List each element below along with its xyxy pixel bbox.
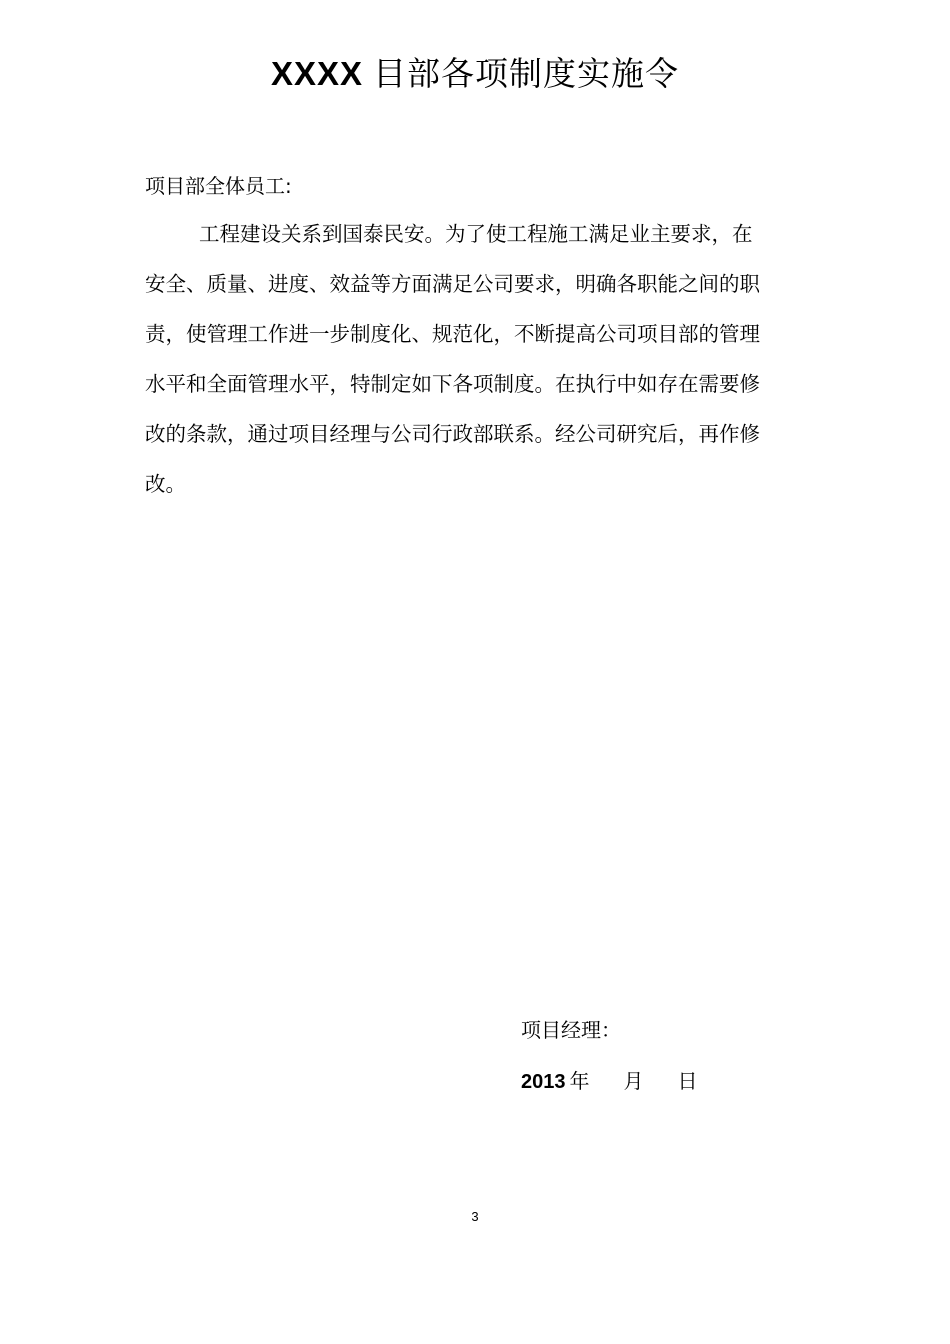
body-line: 安全、质量、进度、效益等方面满足公司要求，明确各职能之间的职 xyxy=(145,272,760,296)
body-line: 改。 xyxy=(145,472,186,496)
body-line: 改的条款，通过项目经理与公司行政部联系。经公司研究后，再作修 xyxy=(145,422,760,446)
project-manager-signature-label: 项目经理： xyxy=(521,1018,621,1042)
document-title xyxy=(0,48,950,100)
body-line: 工程建设关系到国泰民安。为了使工程施工满足业主要求，在 xyxy=(199,222,753,246)
body-line: 水平和全面管理水平，特制定如下各项制度。在执行中如存在需要修 xyxy=(145,372,760,396)
signature-date xyxy=(521,1063,698,1100)
date-year-label: 年 xyxy=(569,1069,590,1093)
document-title-prefix: XXXX xyxy=(270,55,364,92)
page-number: 3 xyxy=(471,1209,479,1224)
date-day-label: 日 xyxy=(677,1069,698,1093)
salutation: 项目部全体员工: xyxy=(145,174,292,198)
date-year: 2013 xyxy=(521,1071,566,1093)
body-line: 责，使管理工作进一步制度化、规范化，不断提高公司项目部的管理 xyxy=(145,322,760,346)
body-paragraph xyxy=(145,216,825,516)
document-title-main: 目部各项制度实施令 xyxy=(373,54,680,93)
date-month-label: 月 xyxy=(623,1069,644,1093)
